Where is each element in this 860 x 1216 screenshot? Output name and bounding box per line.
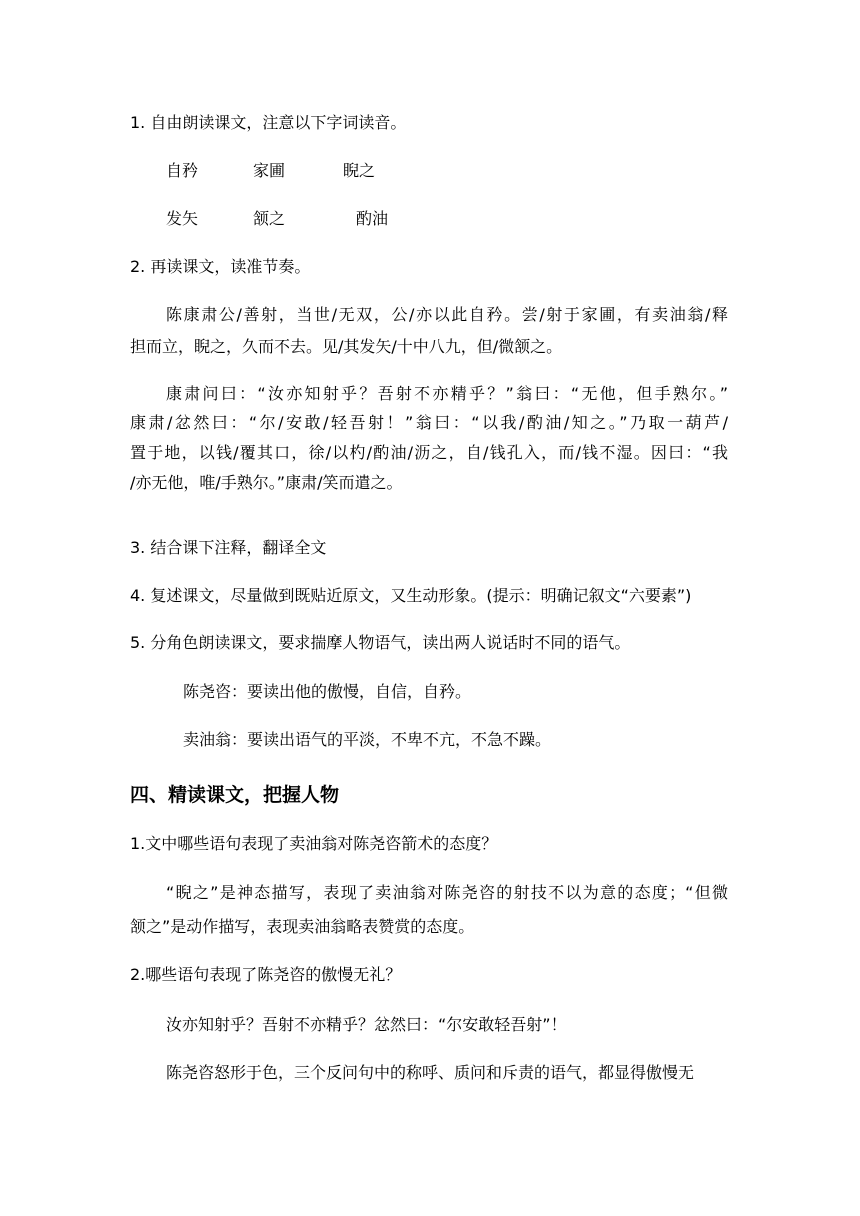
vocab-word: 睨之	[343, 161, 376, 180]
question-1: 1.文中哪些语句表现了卖油翁对陈尧咨箭术的态度？	[130, 834, 498, 853]
role-note: 卖油翁：要读出语气的平淡，不卑不亢，不急不躁。	[183, 730, 552, 749]
rhythm-paragraph-line: 康肃/忿然曰：“尔/安敢/轻吾射！”翁曰：“以我/酌油/知之。”乃取一葫芦/	[130, 413, 728, 432]
section-heading: 四、精读课文，把握人物	[130, 784, 340, 806]
rhythm-paragraph-line: 担而立，睨之，久而不去。见/其发矢/十中八九，但/微颔之。	[130, 337, 563, 356]
rhythm-paragraph-line: /亦无他，唯/手熟尔。”康肃/笑而遣之。	[130, 473, 403, 492]
item-5-role-reading: 5. 分角色朗读课文，要求揣摩人物语气，读出两人说话时不同的语气。	[130, 633, 631, 652]
rhythm-paragraph-line: 康肃问曰：“汝亦知射乎？吾射不亦精乎？”翁曰：“无他，但手熟尔。”	[166, 384, 728, 403]
vocab-word: 自矜	[166, 161, 199, 180]
rhythm-paragraph-line: 置于地，以钱/覆其口，徐/以杓/酌油/沥之，自/钱孔入，而/钱不湿。因曰：“我	[130, 443, 728, 462]
item-4-retell: 4. 复述课文，尽量做到既贴近原文，又生动形象。(提示：明确记叙文“六要素”)	[130, 586, 692, 605]
answer-1-line: 颔之”是动作描写，表现卖油翁略表赞赏的态度。	[130, 917, 475, 936]
vocab-word: 酌油	[356, 209, 389, 228]
vocab-word: 发矢	[166, 209, 199, 228]
answer-2-quote: 汝亦知射乎？吾射不亦精乎？忿然曰：“尔安敢轻吾射”！	[166, 1015, 567, 1034]
rhythm-paragraph-line: 陈康肃公/善射，当世/无双，公/亦以此自矜。尝/射于家圃，有卖油翁/释	[166, 305, 728, 324]
question-2: 2.哪些语句表现了陈尧咨的傲慢无礼？	[130, 965, 402, 984]
item-2-rhythm: 2. 再读课文，读准节奏。	[130, 257, 311, 276]
vocab-word: 家圃	[253, 161, 286, 180]
role-note: 陈尧咨：要读出他的傲慢，自信，自矜。	[183, 682, 472, 701]
item-1-read-aloud: 1. 自由朗读课文，注意以下字词读音。	[130, 113, 407, 132]
item-3-translate: 3. 结合课下注释，翻译全文	[130, 538, 327, 557]
vocab-word: 颔之	[253, 209, 286, 228]
answer-2-line: 陈尧咨怒形于色，三个反问句中的称呼、质问和斥责的语气，都显得傲慢无	[166, 1063, 695, 1082]
answer-1-line: “睨之”是神态描写，表现了卖油翁对陈尧咨的射技不以为意的态度；“但微	[166, 883, 728, 902]
